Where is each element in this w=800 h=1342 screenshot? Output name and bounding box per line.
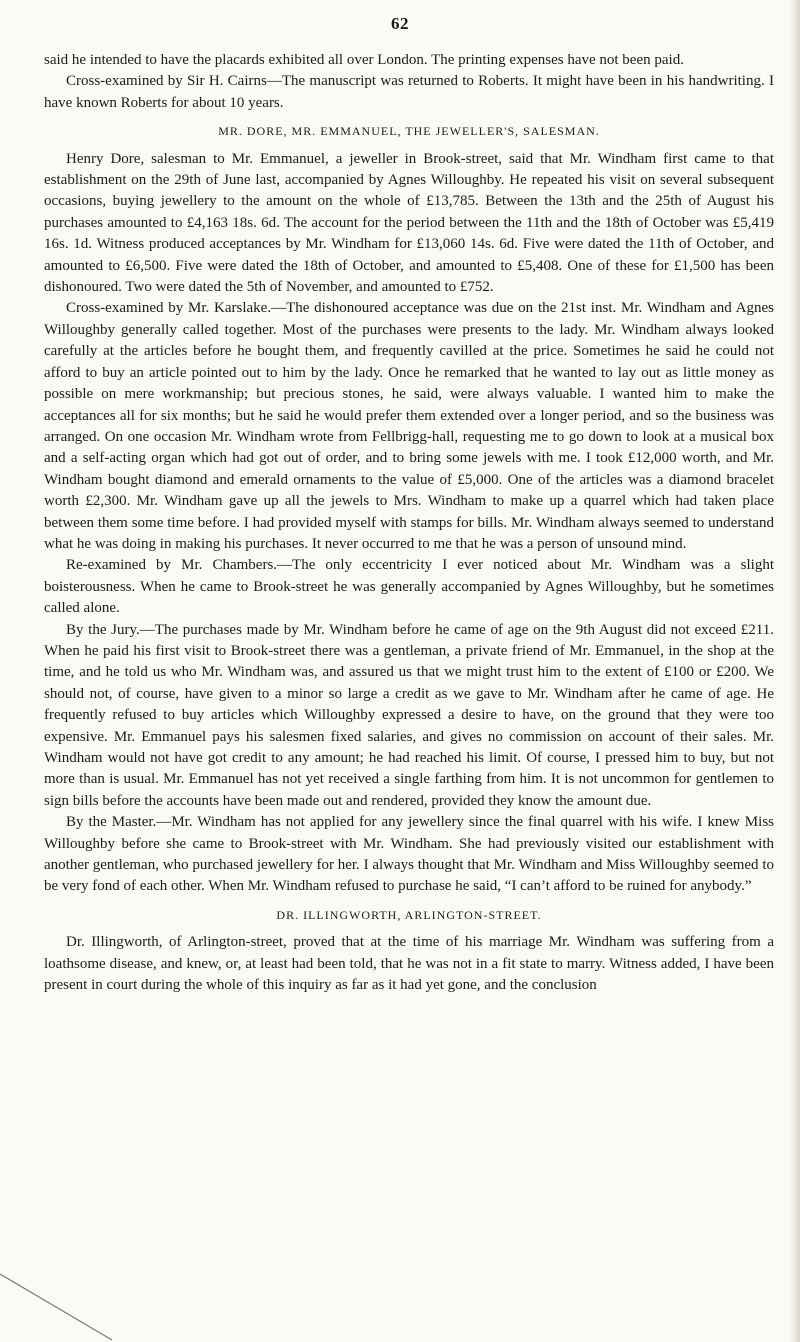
page-corner-fold-icon	[0, 1272, 120, 1342]
paragraph-cross-examination-karslake: Cross-examined by Mr. Karslake.—The dishonoured acceptance was due on the 21st inst. Mr. Windham and Agnes Willoughby generally called together. Most of the purchases were presents to the lady. Mr. Windham always looked carefully at the articles before he bought them, and frequently cavilled at the price. Sometimes he said he could not afford to buy an article pointed out to him by the lady. Once he remarked that he wanted to lay out as little money as possible on mere workmanship; but precious stones, he said, were always valuable. I wanted him to make the acceptances all for six months; but he said he would prefer them extended over a longer period, and so the business was arranged. On one occasion Mr. Windham wrote from Fellbrigg-hall, requesting me to go down to look at a musical box and a self-acting organ which had got out of order, and to bring some jewels with me. I took £12,000 worth, and Mr. Windham bought diamond and emerald ornaments to the value of £5,000. One of the articles was a diamond bracelet worth £2,300. Mr. Windham gave up all the jewels to Mrs. Windham to make up a quarrel which had taken place between them some time before. I had provided myself with stamps for bills. Mr. Windham always seemed to understand what he was doing in making his purchases. It never occurred to me that he was a person of unsound mind.	[44, 300, 774, 552]
page-edge-shadow	[790, 0, 800, 1342]
section-heading-illingworth: DR. ILLINGWORTH, ARLINGTON-STREET.	[276, 907, 542, 922]
page-number: 62	[391, 14, 409, 33]
body-text	[44, 50, 774, 996]
paragraph-cross-examination-cairns: Cross-examined by Sir H. Cairns—The manuscript was returned to Roberts. It might have been in his handwriting. I have known Roberts for about 10 years.	[44, 73, 774, 111]
paragraph-re-examination-chambers: Re-examined by Mr. Chambers.—The only eccentricity I ever noticed about Mr. Windham was a slight boisterousness. When he came to Brook-street he was generally accompanied by Agnes Willoughby, but he sometimes called alone.	[44, 557, 774, 617]
section-heading-dore: MR. DORE, MR. EMMANUEL, THE JEWELLER'S, SALESMAN.	[218, 124, 600, 139]
paragraph-by-the-master: By the Master.—Mr. Windham has not applied for any jewellery since the final quarrel with his wife. I knew Miss Willoughby before she came to Brook-street with Mr. Windham. She had previously visited our establishment with another gentleman, who purchased jewellery for her. I always thought that Mr. Windham and Miss Willoughby seemed to be very fond of each other. When Mr. Windham refused to purchase he said, “I can’t afford to be ruined for anybody.”	[44, 814, 774, 895]
paragraph-dore-testimony: Henry Dore, salesman to Mr. Emmanuel, a jeweller in Brook-street, said that Mr. Windham first came to that establishment on the 29th of June last, accompanied by Agnes Willoughby. He repeated his visit on several subsequent occasions, buying jewellery to the amount on the whole of £13,785. Between the 13th and the 25th of August his purchases amounted to £4,163 18s. 6d. The account for the period between the 11th and the 18th of October was £5,419 16s. 1d. Witness produced acceptances by Mr. Windham for £13,060 14s. 6d. Five were dated the 11th of October, and amounted to £6,500. Five were dated the 18th of October, and amounted to £5,408. One of these for £1,500 has been dishonoured. Two were dated the 5th of November, and amounted to £752.	[44, 150, 774, 296]
paragraph-by-the-jury: By the Jury.—The purchases made by Mr. Windham before he came of age on the 9th August did not exceed £211. When he paid his first visit to Brook-street there was a gentleman, a private friend of Mr. Emmanuel, in the shop at the time, and he told us who Mr. Windham was, and assured us that we might trust him to the extent of £100 or £200. We should not, of course, have given to a minor so large a credit as we gave to Mr. Windham after he came of age. He frequently refused to buy articles which Willoughby expressed a desire to have, on the ground that they were too expensive. Mr. Emmanuel pays his salesmen fixed salaries, and gives no commission on account of their sales. Mr. Windham would not have got credit to any amount; he had reached his limit. Of course, I pressed him to buy, but not more than is usual. Mr. Emmanuel has not yet received a single farthing from him. It is not uncommon for gentlemen to sign bills before the accounts have been made out and rendered, provided they know the amount due.	[44, 621, 774, 809]
paragraph-continuation: said he intended to have the placards exhibited all over London. The printing expenses have not been paid.	[44, 52, 684, 68]
paragraph-illingworth-testimony: Dr. Illingworth, of Arlington-street, proved that at the time of his marriage Mr. Windham was suffering from a loathsome disease, and knew, or, at least had been told, that he was not in a fit state to marry. Witness added, I have been present in court during the whole of this inquiry as far as it had yet gone, and the conclusion	[44, 934, 774, 994]
